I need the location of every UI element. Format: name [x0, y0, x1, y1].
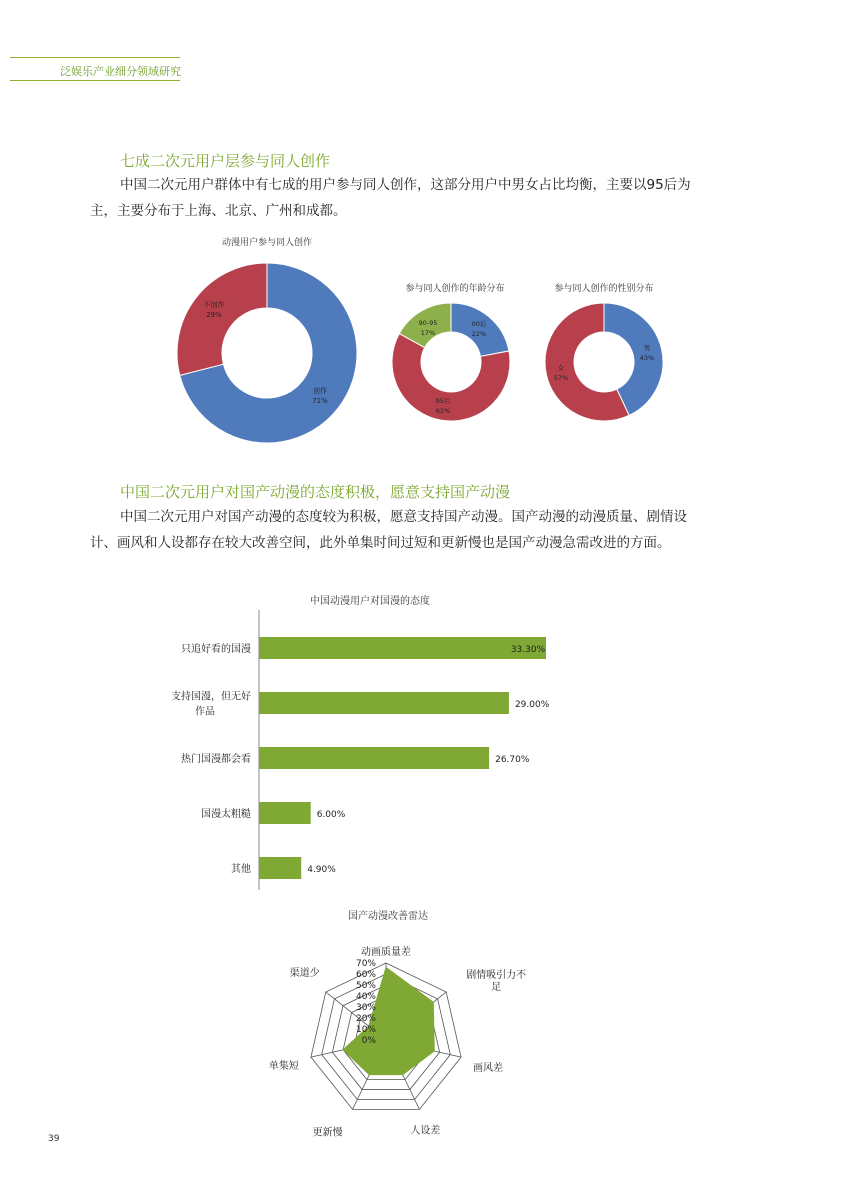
section1-line1: 中国二次元用户群体中有七成的用户参与同人创作，这部分用户中男女占比均衡，主要以95后为 — [120, 177, 691, 193]
header-title: 泛娱乐产业细分领域研究 — [60, 65, 181, 78]
page-number: 39 — [48, 1134, 60, 1144]
radar-axis-label-5-0: 单集短 — [268, 1061, 299, 1073]
radar-tick-4: 40% — [355, 992, 376, 1002]
bar-category-1-line-0: 支持国漫，但无好 — [171, 691, 251, 703]
donut-2-label-name-1: 女 — [557, 364, 565, 372]
donut-title-1: 参与同人创作的年龄分布 — [405, 284, 505, 294]
donut-0-slice-1 — [177, 263, 267, 375]
donut-1-label-name-2: 90-95 — [418, 319, 438, 327]
header-bottom-rule — [10, 80, 180, 81]
donut-0-label-name-0: 创作 — [313, 387, 327, 395]
donut-1-label-value-0: 22% — [471, 330, 487, 338]
donut-2-label-name-0: 男 — [643, 344, 651, 352]
bar-value-label-1: 29.00% — [514, 700, 550, 710]
header-top-rule — [10, 57, 180, 58]
donut-1-label-name-1: 95后 — [435, 397, 451, 405]
section2-title: 中国二次元用户对国产动漫的态度积极，愿意支持国产动漫 — [120, 483, 511, 501]
radar-axis-label-1-0: 剧情吸引力不 — [466, 969, 527, 981]
section2-paragraph — [90, 504, 750, 556]
bar-value-label-4: 4.90% — [307, 865, 336, 875]
donut-1-label-name-0: 00后 — [471, 320, 487, 328]
section2-line1: 中国二次元用户对国产动漫的态度较为积极，愿意支持国产动漫。国产动漫的动漫质量、剧情设 — [120, 509, 687, 525]
donut-0-label-name-1: 不创作 — [203, 301, 225, 309]
donut-0-label-value-1: 29% — [206, 311, 222, 319]
bar-4 — [259, 857, 301, 879]
section1-paragraph — [90, 172, 750, 224]
donut-1-label-value-2: 17% — [420, 329, 436, 337]
bar-3 — [259, 802, 311, 824]
donut-title-2: 参与同人创作的性别分布 — [554, 284, 654, 294]
donut-0-label-value-0: 71% — [312, 397, 328, 405]
donut-charts — [0, 225, 850, 460]
bar-1 — [259, 692, 509, 714]
radar-tick-0: 0% — [361, 1036, 376, 1046]
bar-category-2-line-0: 热门国漫都会看 — [181, 754, 251, 765]
radar-axis-label-3-0: 人设差 — [410, 1125, 441, 1137]
radar-tick-7: 70% — [355, 959, 376, 969]
bar-chart-title: 中国动漫用户对国漫的态度 — [310, 596, 430, 607]
donut-2-label-value-0: 43% — [639, 354, 655, 362]
radar-tick-3: 30% — [355, 1003, 376, 1013]
donut-2-label-value-1: 57% — [553, 374, 569, 382]
bar-2 — [259, 747, 489, 769]
radar-tick-6: 60% — [355, 970, 376, 980]
radar-axis-label-4-0: 更新慢 — [312, 1127, 343, 1139]
radar-tick-5: 50% — [355, 981, 376, 991]
radar-tick-1: 10% — [355, 1025, 376, 1035]
bar-category-3-line-0: 国漫太粗糙 — [201, 809, 251, 820]
radar-axis-label-1-1: 足 — [491, 981, 502, 993]
radar-axis-label-0-0: 动画质量差 — [361, 947, 411, 958]
section2-line2: 计、画风和人设都存在较大改善空间，此外单集时间过短和更新慢也是国产动漫急需改进的方面。 — [90, 535, 671, 551]
radar-title: 国产动漫改善雷达 — [348, 911, 428, 922]
bar-value-label-3: 6.00% — [316, 810, 346, 820]
bar-category-0-line-0: 只追好看的国漫 — [181, 644, 251, 655]
radar-tick-2: 20% — [355, 1014, 376, 1024]
bar-category-4-line-0: 其他 — [231, 864, 251, 875]
radar-axis-label-6-0: 渠道少 — [289, 967, 320, 979]
radar-axis-label-2-0: 画风差 — [473, 1063, 504, 1075]
bar-category-1-line-1: 作品 — [195, 706, 215, 718]
attitude-bar-chart — [0, 585, 850, 900]
donut-1-label-value-1: 61% — [435, 407, 451, 415]
bar-value-label-0: 33.30% — [510, 645, 546, 655]
bar-0 — [259, 637, 546, 659]
section1-title: 七成二次元用户层参与同人创作 — [120, 152, 331, 170]
donut-title-0: 动漫用户参与同人创作 — [221, 238, 313, 248]
section1-line2: 主，主要分布于上海、北京、广州和成都。 — [90, 203, 347, 219]
bar-value-label-2: 26.70% — [495, 755, 530, 765]
